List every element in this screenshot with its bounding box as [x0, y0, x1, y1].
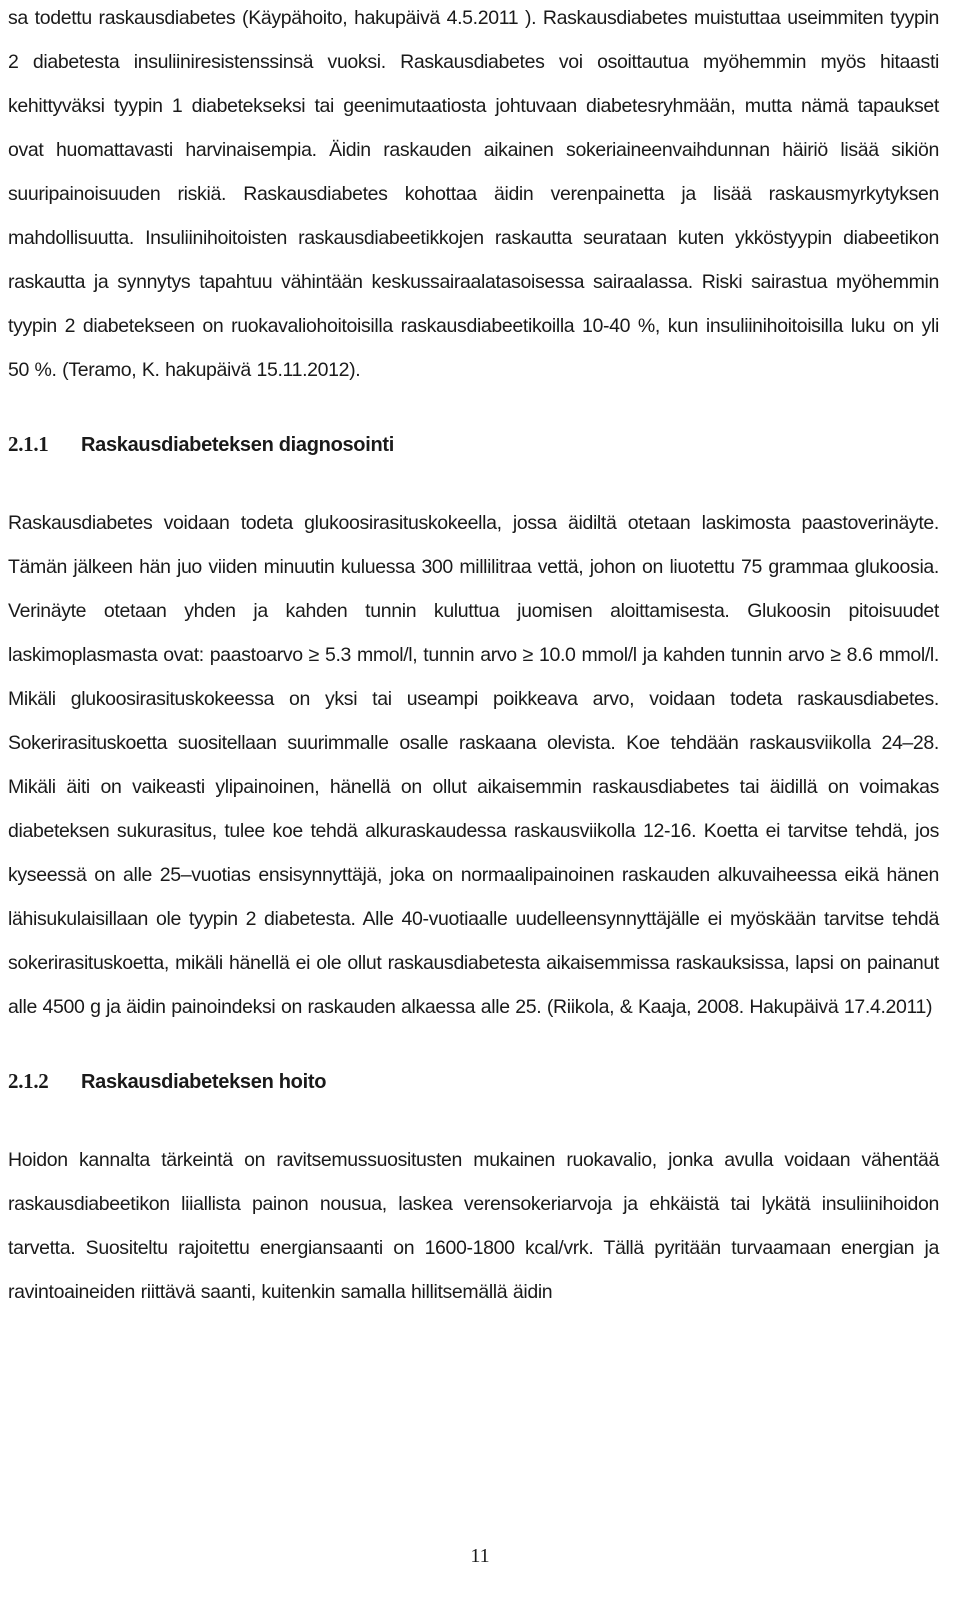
section-title: Raskausdiabeteksen diagnosointi [81, 434, 395, 456]
section-title: Raskausdiabeteksen hoito [81, 1071, 327, 1093]
body-paragraph: sa todettu raskausdiabetes (Käypähoito, hakupäivä 4.5.2011 ). Raskausdiabetes muistuttaa useimmiten tyypin 2 diabetesta insuliiniresistenssinsä vuoksi. Raskausdiabetes voi osoittautua myöhemmin myös hitaasti kehittyväksi tyypin 1 diabetekseksi tai geenimutaatiosta johtuvaan diabetesryhmään, mutta nämä tapaukset ovat huomattavasti harvinaisempia. Äidin raskauden aikainen sokeriaineenvaihdunnan häiriö lisää sikiön suuripainoisuuden riskiä. Raskausdiabetes kohottaa äidin verenpainetta ja lisää raskausmyrkytyksen mahdollisuutta. Insuliinihoitoisten raskausdiabeetikkojen raskautta seurataan kuten ykköstyypin diabeetikon raskautta ja synnytys tapahtuu vähintään keskussairaalatasoisessa sairaalassa. Riski sairastua myöhemmin tyypin 2 diabetekseen on ruokavaliohoitoisilla raskausdiabeetikoilla 10-40 %, kun insuliinihoitoisilla luku on yli 50 %. (Teramo, K. hakupäivä 15.11.2012). [8, 7, 939, 381]
document-page [8, 0, 939, 1314]
body-paragraph: Raskausdiabetes voidaan todeta glukoosirasituskokeella, jossa äidiltä otetaan laskimosta paastoverinäyte. Tämän jälkeen hän juo viiden minuutin kuluessa 300 millilitraa vettä, johon on liuotettu 75 grammaa glukoosia. Verinäyte otetaan yhden ja kahden tunnin kuluttua juomisen aloittamisesta. Glukoosin pitoisuudet laskimoplasmasta ovat: paastoarvo ≥ 5.3 mmol/l, tunnin arvo ≥ 10.0 mmol/l ja kahden tunnin arvo ≥ 8.6 mmol/l. Mikäli glukoosirasituskokeessa on yksi tai useampi poikkeava arvo, voidaan todeta raskausdiabetes. Sokerirasituskoetta suositellaan suurimmalle osalle raskaana olevista. Koe tehdään raskausviikolla 24–28. Mikäli äiti on vaikeasti ylipainoinen, hänellä on ollut aikaisemmin raskausdiabetes tai äidillä on voimakas diabeteksen sukurasitus, tulee koe tehdä alkuraskaudessa raskausviikolla 12-16. Koetta ei tarvitse tehdä, jos kyseessä on alle 25–vuotias ensisynnyttäjä, joka on normaalipainoinen raskauden alkuvaiheessa eikä hänen lähisukulaisillaan ole tyypin 2 diabetesta. Alle 40-vuotiaalle uudelleensynnyttäjälle ei myöskään tarvitse tehdä sokerirasituskoetta, mikäli hänellä ei ole ollut raskausdiabetesta aikaisemmissa raskauksissa, lapsi on painanut alle 4500 g ja äidin painoindeksi on raskauden alkaessa alle 25. (Riikola, & Kaaja, 2008. Hakupäivä 17.4.2011) [8, 512, 939, 1018]
page-number: 11 [470, 1545, 490, 1567]
section-heading [8, 1069, 939, 1094]
section-number: 2.1.2 [8, 1069, 49, 1093]
section-heading [8, 432, 939, 457]
section-number: 2.1.1 [8, 432, 49, 456]
body-paragraph: Hoidon kannalta tärkeintä on ravitsemussuositusten mukainen ruokavalio, jonka avulla voidaan vähentää raskausdiabeetikon liiallista painon nousua, laskea verensokeriarvoja ja ehkäistä tai lykätä insuliinihoidon tarvetta. Suositeltu rajoitettu energiansaanti on 1600-1800 kcal/vrk. Tällä pyritään turvaamaan energian ja ravintoaineiden riittävä saanti, kuitenkin samalla hillitsemällä äidin [8, 1149, 939, 1303]
